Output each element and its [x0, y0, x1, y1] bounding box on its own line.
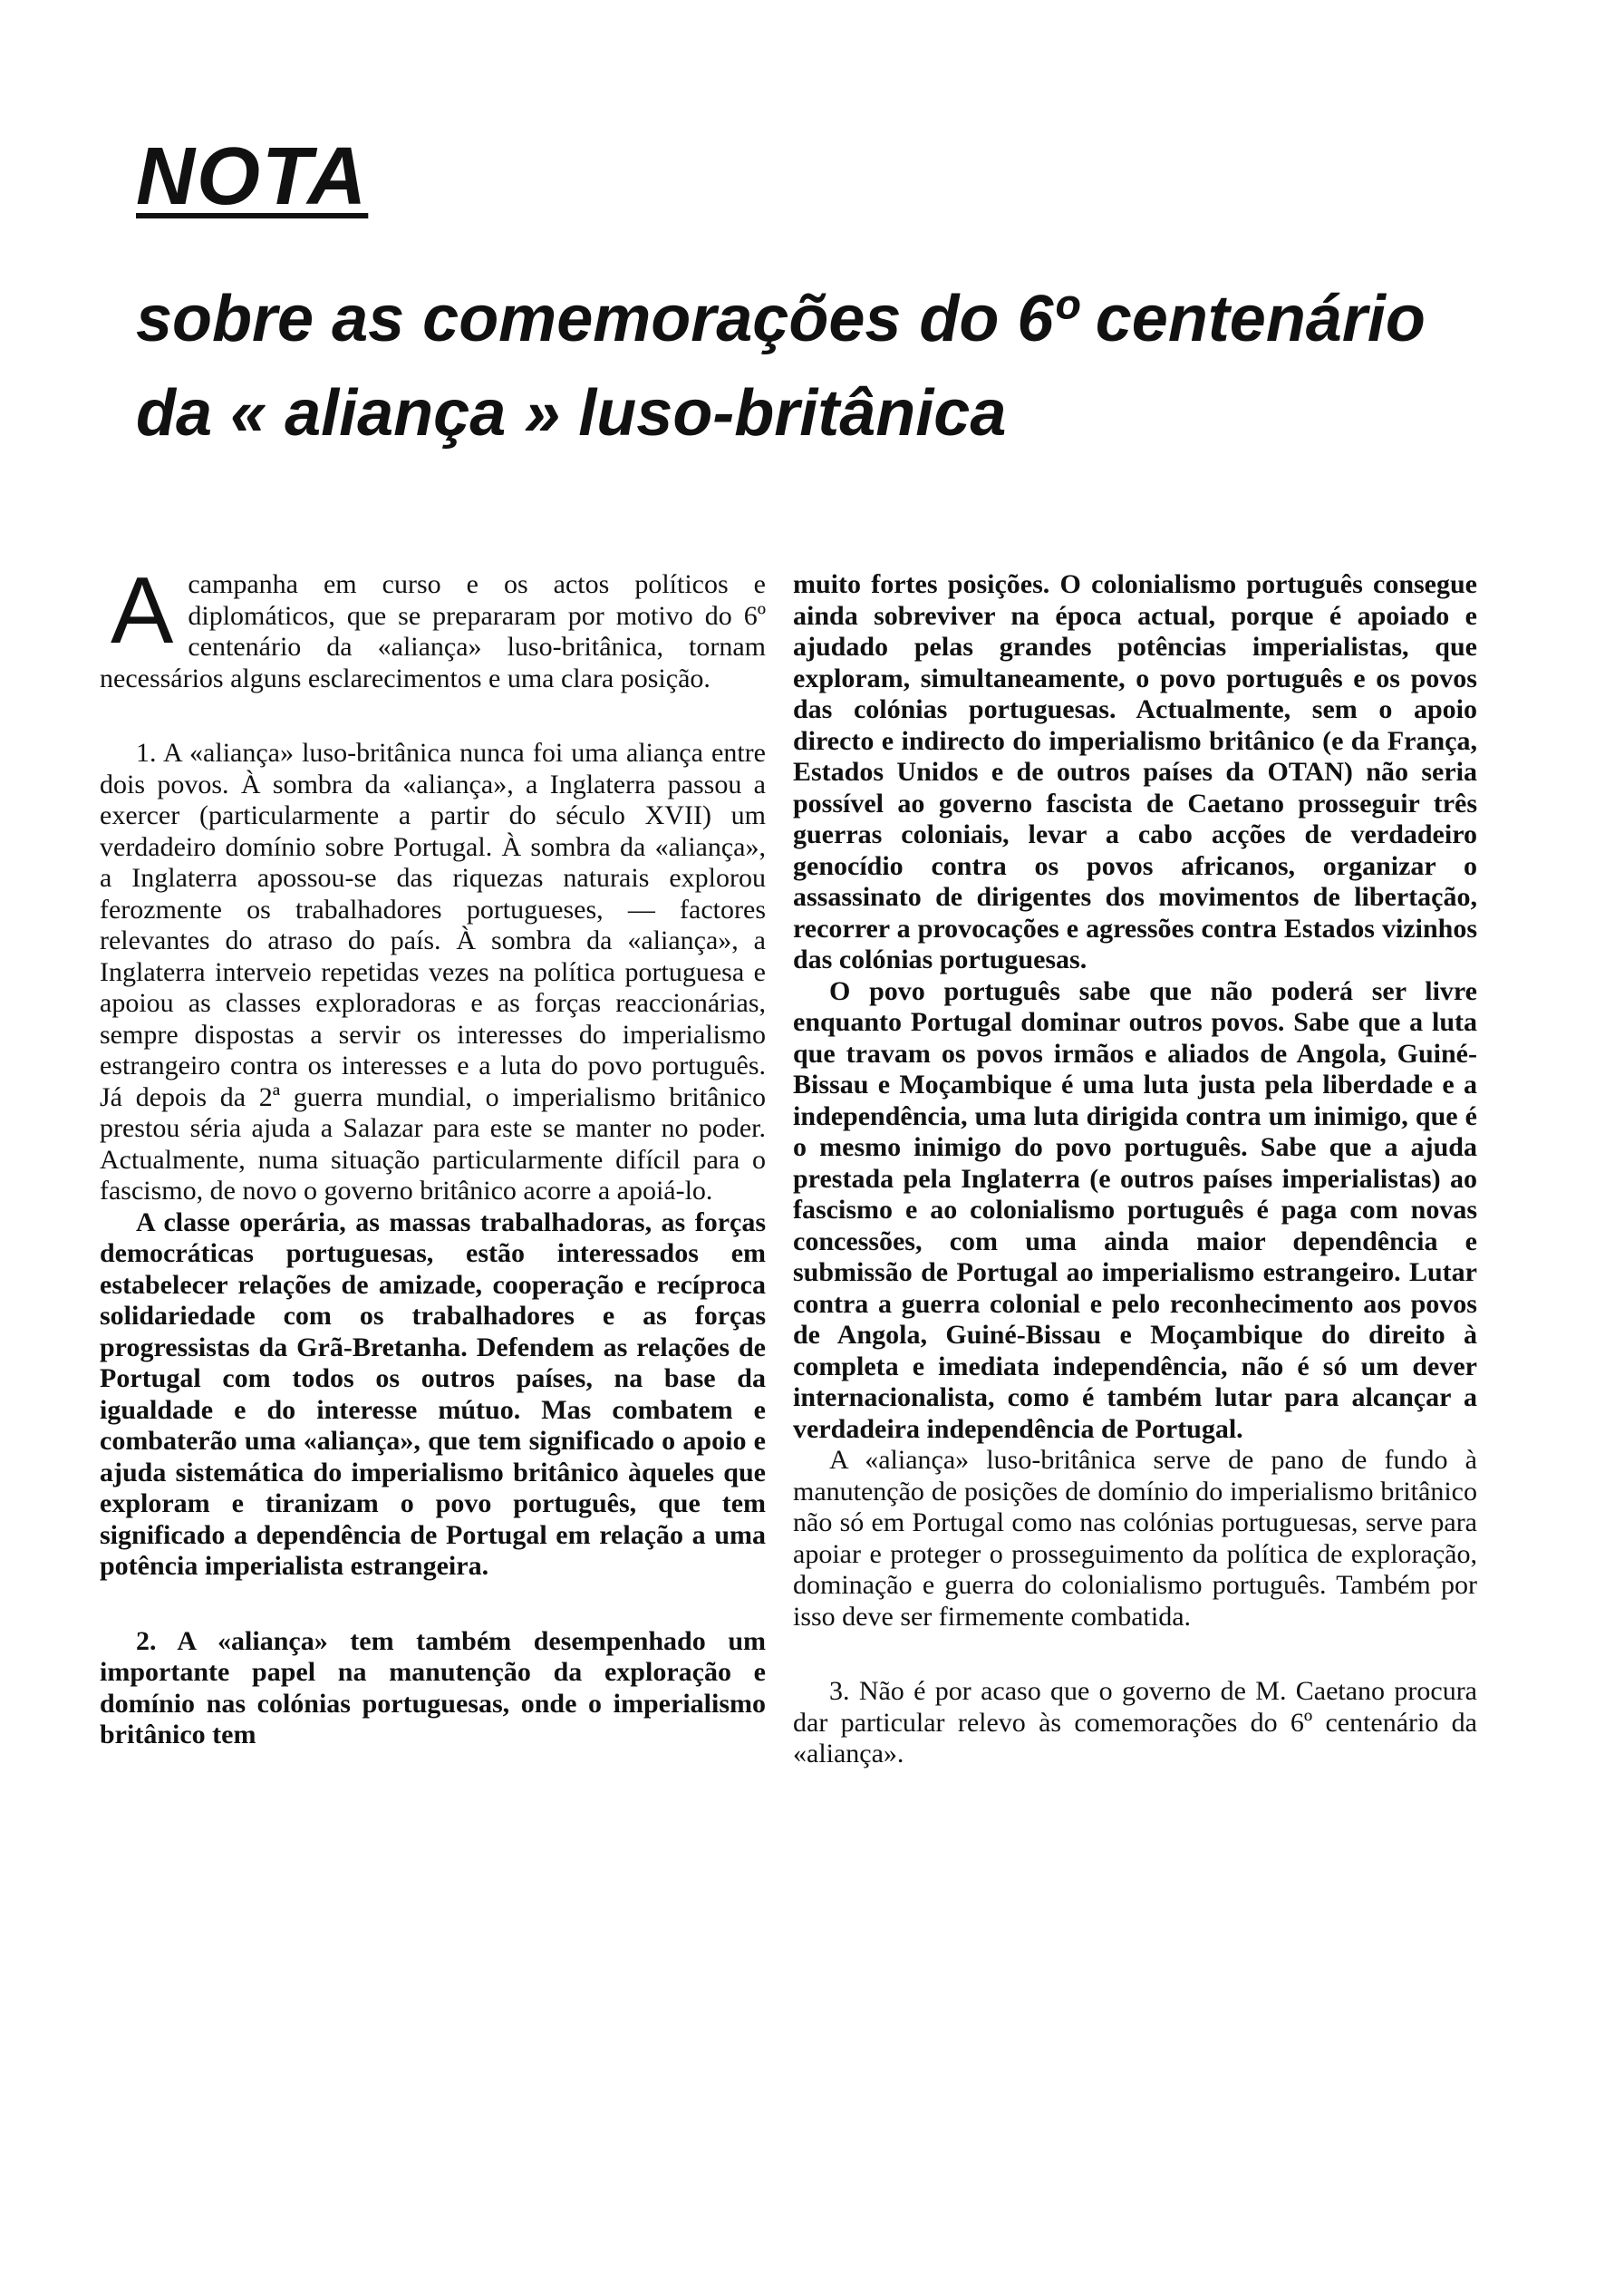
intro-paragraph [100, 558, 766, 694]
header-label: NOTA [136, 131, 369, 222]
section-1-paragraph-2: A classe operária, as massas trabalhadoras, as forças democráticas portuguesas, estão interessados em estabelecer relações de amizade, cooperação e recíproca solidariedade com os trabalhadores e as forças progressistas da Grã-Bretanha. Defendem as relações de Portugal com todos os outros países, na base da igualdade e do interesse mútuo. Mas combatem e combaterão uma «aliança», que tem significado o apoio e ajuda sistemática do imperialismo britânico àqueles que exploram e tiranizam o povo português, que tem significado a dependência de Portugal em relação a uma potência imperialista estrangeira. [100, 1206, 766, 1581]
section-3-paragraph-1: 3. Não é por acaso que o governo de M. Caetano procura dar particular relevo às comemorações do 6º centenário da «aliança». [793, 1676, 1477, 1768]
drop-cap: A [111, 558, 174, 664]
section-2-paragraph-1-continued: muito fortes posições. O colonialismo português consegue ainda sobreviver na época actual, porque é apoiado e ajudado pelas grandes potências imperialistas, que exploram, simultaneamente, o povo português e os povos das colónias portuguesas. Actualmente, sem o apoio directo e indirecto do imperialismo britânico (e da França, Estados Unidos e de outros países da OTAN) não seria possível ao governo fascista de Caetano prosseguir três guerras coloniais, levar a cabo acções de verdadeiro genocídio contra os povos africanos, organizar o assassinato de dirigentes dos movimentos de libertação, recorrer a provocações e agressões contra Estados vizinhos das colónias portuguesas. [793, 569, 1477, 974]
title-line-2: da « aliança » luso-britânica [136, 377, 1007, 450]
section-2-paragraph-1-start: 2. A «aliança» tem também desempenhado um importante papel na manutenção da exploração e domínio nas colónias portuguesas, onde o imperialismo britânico tem [100, 1625, 766, 1749]
section-2-paragraph-3: A «aliança» luso-britânica serve de pano de fundo à manutenção de posições de domínio do imperialismo britânico não só em Portugal como nas colónias portuguesas, serve para apoiar e proteger o prosseguimento da política de exploração, dominação e guerra do colonialismo português. Também por isso deve ser firmemente combatida. [793, 1445, 1477, 1632]
section-1-paragraph-1: 1. A «aliança» luso-britânica nunca foi uma aliança entre dois povos. À sombra da «aliança», a Inglaterra passou a exercer (particularmente a partir do século XVII) um verdadeiro domínio sobre Portugal. À sombra da «aliança», a Inglaterra apossou-se das riquezas naturais explorou ferozmente os trabalhadores portugueses, — factores relevantes do atraso do país. À sombra da «aliança», a Inglaterra interveio repetidas vezes na política portuguesa e apoiou as classes exploradoras e as forças reaccionárias, sempre dispostas a servir os interesses do imperialismo estrangeiro contra os interesses e a luta do povo português. Já depois da 2ª guerra mundial, o imperialismo britânico prestou séria ajuda a Salazar para este se manter no poder. Actualmente, numa situação particularmente difícil para o fascismo, de novo o governo britânico acorre a apoiá-lo. [100, 738, 766, 1206]
right-column [793, 569, 1477, 1770]
intro-text: campanha em curso e os actos políticos e diplomáticos, que se prepararam por motivo do 6º centenário da «aliança» luso-britânica, tornam necessários alguns esclarecimentos e uma clara posição. [100, 569, 766, 693]
left-column [100, 558, 766, 1751]
page-title [136, 272, 1495, 460]
title-line-1: sobre as comemorações do 6º centenário [136, 283, 1426, 355]
section-2-paragraph-2: O povo português sabe que não poderá ser livre enquanto Portugal dominar outros povos. Sabe que a luta que travam os povos irmãos e aliados de Angola, Guiné-Bissau e Moçambique é uma luta justa pela liberdade e a independência, uma luta dirigida contra um inimigo, que é o mesmo inimigo do povo português. Sabe que a ajuda prestada pela Inglaterra (e outros países imperialistas) ao fascismo e ao colonialismo português é paga com novas concessões, com uma ainda maior dependência e submissão de Portugal ao imperialismo estrangeiro. Lutar contra a guerra colonial e pelo reconhecimento aos povos de Angola, Guiné-Bissau e Moçambique do direito à completa e imediata independência, não é só um dever internacionalista, como é também lutar para alcançar a verdadeira independência de Portugal. [793, 975, 1477, 1444]
